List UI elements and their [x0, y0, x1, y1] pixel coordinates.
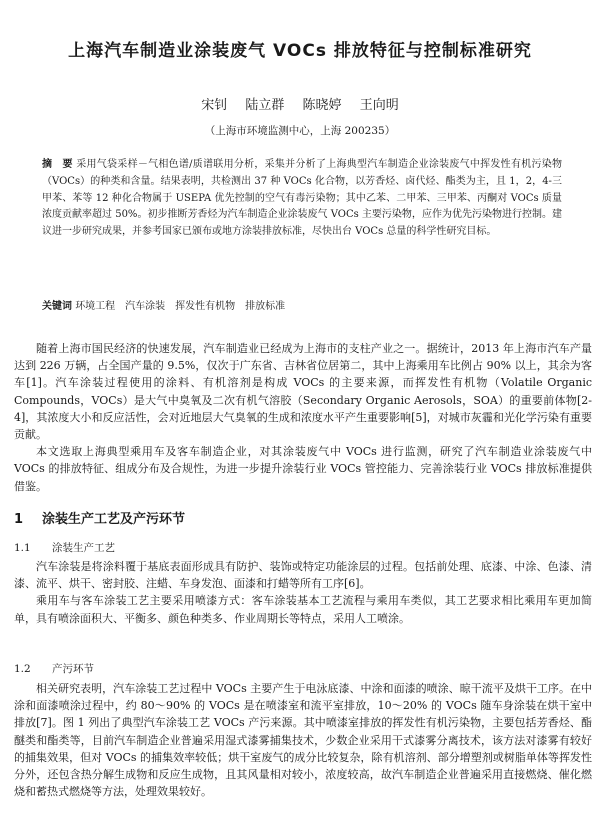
- abstract: [42, 157, 562, 241]
- keywords: [42, 299, 562, 315]
- subsection-number: 1.1: [14, 542, 31, 554]
- keywords-text: 环境工程 汽车涂装 挥发性有机物 排放标准: [75, 301, 286, 312]
- subsection-heading: [14, 661, 94, 676]
- section-title: 涂装生产工艺及产污环节: [42, 512, 186, 527]
- affiliation: （上海市环境监测中心，上海 200235）: [204, 125, 396, 137]
- subsection-body: [14, 680, 592, 800]
- body-paragraph: 乘用车与客车涂装工艺主要采用喷漆方式：客车涂装基本工艺流程与乘用车类似，其工艺要求相比乘用车更加简单，具有喷涂面积大、平衡多、颜色种类多、作业周期长等特点，采用人工喷涂。: [14, 594, 592, 625]
- intro-paragraph: 本文选取上海典型乘用车及客车制造企业，对其涂装废气中 VOCs 进行监测，研究了汽车制造业涂装废气中 VOCs 的排放特征、组成分布及合规性，为进一步提升涂装行业 VOCs 管控能力、完善涂装行业 VOCs 排放标准提供借鉴。: [14, 445, 592, 493]
- abstract-text: 采用气袋采样－气相色谱/质谱联用分析，采集并分析了上海典型汽车制造企业涂装废气中挥发性有机污染物（VOCs）的种类和含量。结果表明，共检测出 37 种 VOCs 化合物，以芳香烃、卤代烃、酯类为主，且 1，2，4-三甲苯、苯等 12 种化合物属于 USEPA 优先控制的空气有毒污染物；其中乙苯、二甲苯、三甲苯、丙酮对 VOCs 质量浓度贡献率超过 50%。初步推断芳香烃为汽车制造企业涂装废气 VOCs 主要污染物，应作为优先污染物进行控制。建议进一步研究成果，并参考国家已颁布或地方涂装排放标准，尽快出台 VOCs 总量的科学性研究目标。: [42, 159, 563, 238]
- subsection-title: 涂装生产工艺: [52, 542, 115, 554]
- abstract-label: 摘 要: [42, 159, 73, 170]
- keywords-label: 关键词: [42, 301, 72, 312]
- introduction: [14, 340, 592, 495]
- paper-title: 上海汽车制造业涂装废气 VOCs 排放特征与控制标准研究: [68, 41, 532, 61]
- body-paragraph: 相关研究表明，汽车涂装工艺过程中 VOCs 主要产生于电泳底漆、中涂和面漆的喷涂、晾干流平及烘干工序。在中涂和面漆喷涂过程中，约 80～90% 的 VOCs 是在喷漆室和流平室排放，10～20% 的 VOCs 随车身涂装在烘干室中排放[7]。图 1 列出了典型汽车涂装工艺 VOCs 产污来源。其中喷漆室排放的挥发性有机污染物，主要包括芳香烃、酯醚类和酯类等，目前汽车制造企业普遍采用湿式漆雾捕集技术，少数企业采用干式漆雾分离技术，该方法对漆雾有较好的捕集效果，但对 VOCs 的捕集效率较低；烘干室废气的成分比较复杂，除有机溶剂、部分增塑剂或树脂单体等挥发性分外，还包含热分解生成物和反应生成物，且其风量相对较小，浓度较高，故汽车制造企业普遍采用直接燃烧、催化燃烧和蓄热式燃烧等方法，处理效果较好。: [14, 682, 592, 799]
- subsection-body: [14, 558, 592, 627]
- subsection-heading: [14, 540, 115, 555]
- section-heading: [14, 508, 185, 527]
- author-list: 宋钊 陆立群 陈晓婷 王向明: [201, 98, 399, 113]
- body-paragraph: 汽车涂装是将涂料覆于基底表面形成具有防护、装饰或特定功能涂层的过程。包括前处理、底漆、中涂、色漆、清漆、流平、烘干、密封胶、注蜡、车身发泡、面漆和打蜡等所有工序[6]。: [14, 560, 592, 591]
- subsection-number: 1.2: [14, 663, 31, 675]
- section-number: 1: [14, 512, 24, 527]
- intro-paragraph: 随着上海市国民经济的快速发展，汽车制造业已经成为上海市的支柱产业之一。据统计，2013 年上海市汽车产量达到 226 万辆，占全国产量的 9.5%，仅次于广东省、吉林省位居第二，其中上海乘用车比例占 90% 以上，其余为客车[1]。汽车涂装过程使用的涂料、有机溶剂是构成 VOCs 的主要来源，而挥发性有机物（Volatile Organic Compounds，VOCs）是大气中臭氧及二次有机气溶胶（Secondary Organic Aerosols，SOA）的重要前体物[2-4]，其浓度大小和反应活性，会对近地层大气臭氧的生成和浓度水平产生重要影响[5]，对城市灰霾和光化学污染有重要贡献。: [14, 342, 592, 442]
- subsection-title: 产污环节: [52, 663, 94, 675]
